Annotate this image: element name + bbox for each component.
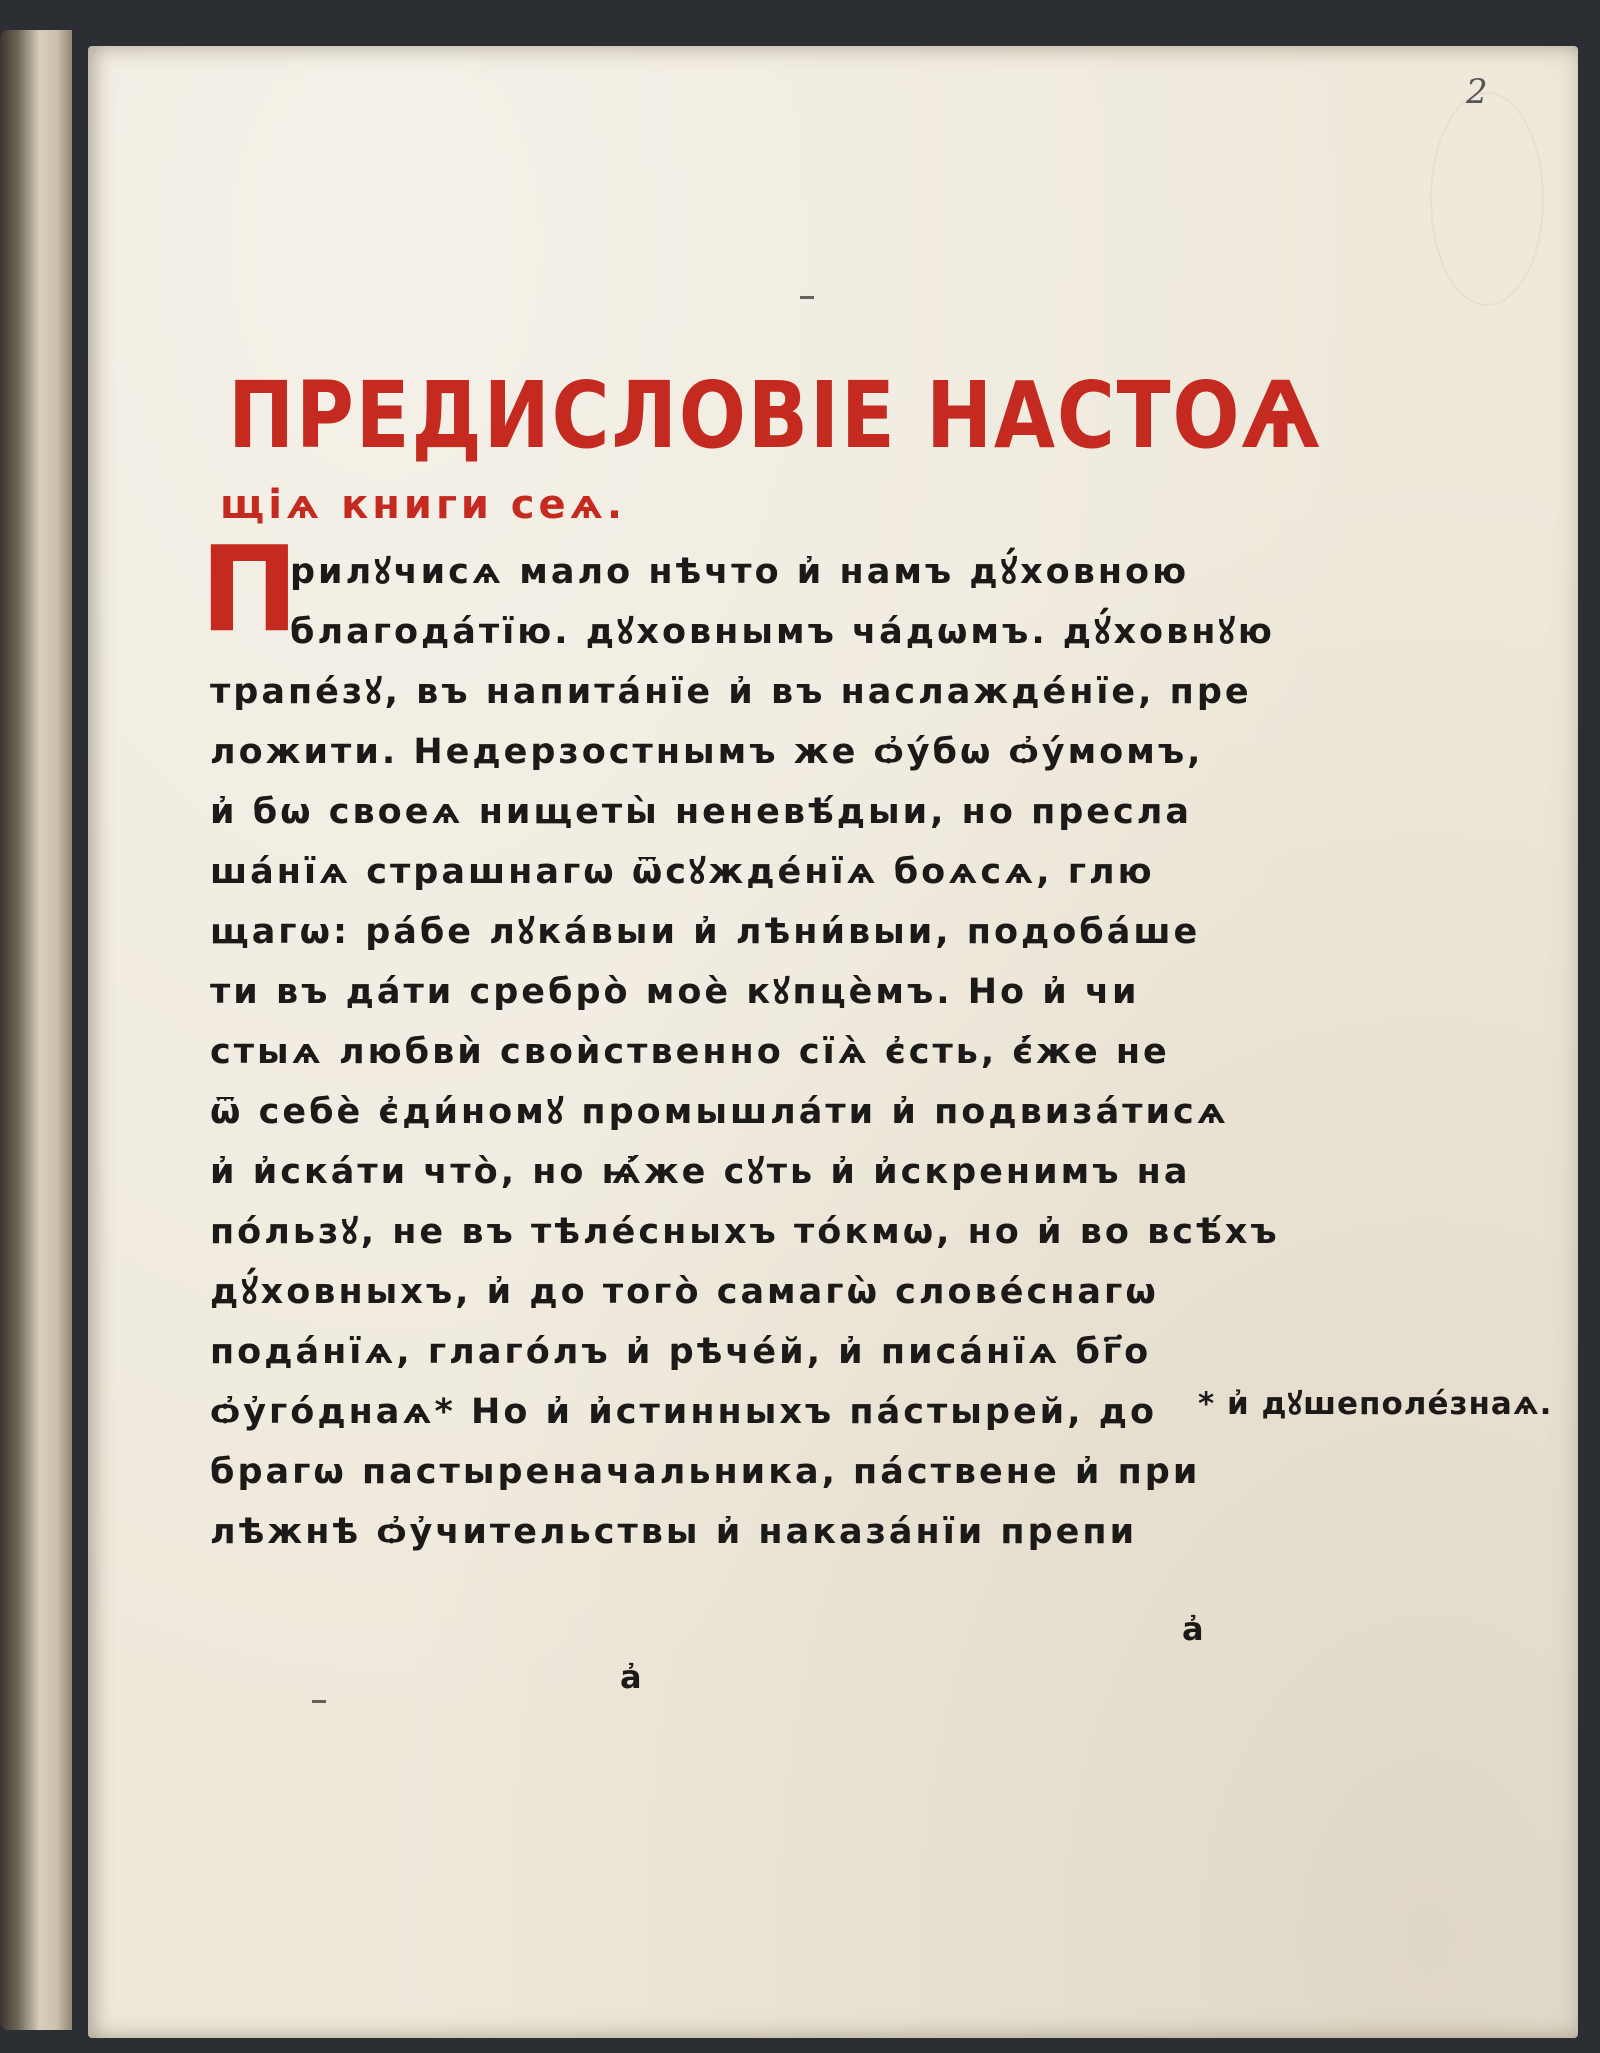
ink-speck — [312, 1700, 326, 1703]
text-line: трапе́зꙋ, въ напита́нїе и҆ въ наслажде́нїе, пре — [210, 672, 1252, 712]
red-initial-letter: П — [200, 520, 299, 658]
text-line: по́льзꙋ, не въ тѣле́сныхъ то́кмѡ, но и҆ во всѣ́хъ — [210, 1212, 1280, 1252]
rubric-heading-continuation: щіѧ книги сеѧ. — [220, 482, 627, 528]
text-line: лѣжнѣ ѻ҆у҆чительствы и҆ наказа́нїи препи — [210, 1512, 1138, 1552]
text-line: дꙋ́ховныхъ, и҆ до того̀ самагѡ̀ слове́снагѡ — [210, 1272, 1159, 1312]
text-line: ти въ да́ти сребро̀ моѐ кꙋпцѐмъ. Но и҆ чи — [210, 972, 1140, 1012]
text-line: ѻ҆у҆го́днаѧ* Но и҆ и҆стинныхъ па́стырей, до — [210, 1392, 1158, 1432]
embossed-seal-mark — [1430, 92, 1544, 306]
text-line: благода́тїю. дꙋховнымъ ча́дѡмъ. дꙋ́ховнꙋю — [290, 612, 1275, 652]
rubric-heading: ПРЕДИСЛОВІЕ НАСТОѦ — [228, 362, 1322, 469]
folio-number: 2 — [1466, 72, 1488, 112]
text-line: щагѡ: ра́бе лꙋка́выи и҆ лѣни́выи, подоба́ше — [210, 912, 1201, 952]
catchword: а҆ — [1182, 1610, 1204, 1648]
book-binding-edge — [0, 30, 72, 2030]
text-line: ша́нїѧ страшнагѡ ѿсꙋжде́нїѧ боѧсѧ, глю — [210, 852, 1155, 892]
ink-speck — [800, 296, 814, 299]
text-line: ѿ себѐ є҆ди́номꙋ промышла́ти и҆ подвиза́тисѧ — [210, 1092, 1229, 1132]
body-text-block — [210, 542, 1280, 1562]
margin-annotation: * и҆ дꙋшеполе́знаѧ. — [1198, 1386, 1553, 1422]
text-line: рилꙋчисѧ мало нѣчто и҆ намъ дꙋ́ховною — [290, 552, 1190, 592]
text-line: и҆ бѡ своеѧ нищеты̀ неневѣ́дыи, но пресла — [210, 792, 1193, 832]
text-line: стыѧ любвѝ своѝственно сїѧ̀ є҆сть, є҆́же не — [210, 1032, 1170, 1072]
catchword: а҆ — [620, 1658, 642, 1696]
text-line: брагѡ пастыреначальника, па́ствене и҆ при — [210, 1452, 1201, 1492]
text-line: и҆ и҆ска́ти что̀, но ѩ҆́же сꙋть и҆ и҆скренимъ на — [210, 1152, 1191, 1192]
text-line: ложити. Недерзостнымъ же ѻ҆у́бѡ ѻ҆у́момъ, — [210, 732, 1204, 772]
text-line: пода́нїѧ, глаго́лъ и҆ рѣче́й, и҆ писа́нїѧ бг҃о — [210, 1332, 1152, 1372]
